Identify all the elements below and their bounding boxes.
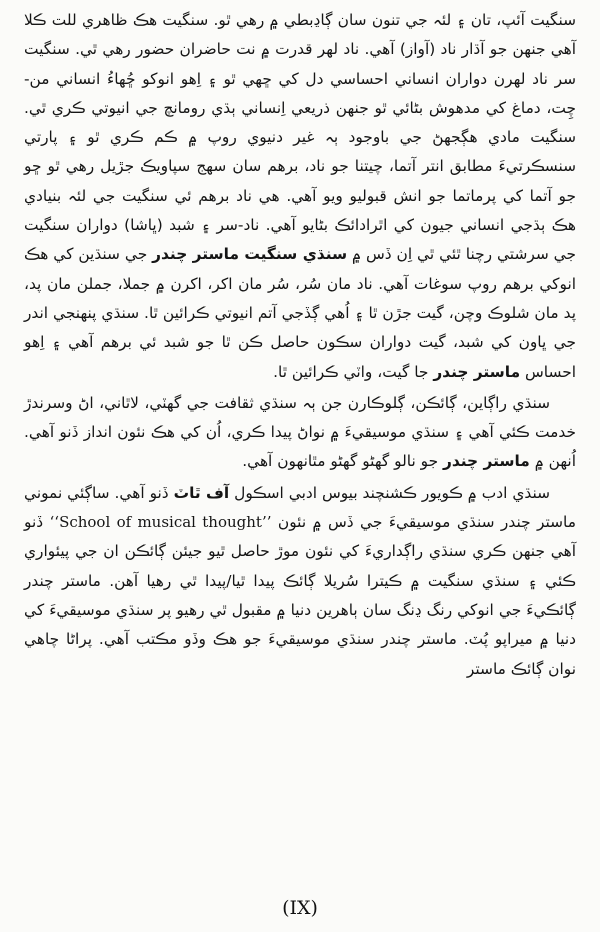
paragraph-2-bold-1: ماستر چندر (443, 452, 530, 471)
page-number: (IX) (282, 897, 318, 919)
paragraph-2 (24, 389, 576, 477)
paragraph-3-bold-1: آف ٿاٽ (173, 483, 230, 502)
paragraph-1-bold-1: سنڌي سنگيت ماستر چندر (152, 245, 348, 264)
school-of-musical-thought-text: ‘‘School of musical thought’’ (49, 513, 272, 532)
paragraph-3 (24, 479, 576, 684)
paragraph-2-text-1: سنڌي راڳاين، ڳائڪن، ڳلوڪارن جن ٻہ سنڌي ثقافت جي گهٽي، لاٿاني، اڻ وسرندڙ خدمت ڪئي آهي ۽ سنڌي موسيقيءَ ۾ نواڻ پيدا ڪري، اُن کي هڪ نئون انداز ڏنو آهي. اُنهن ۾ (24, 393, 576, 471)
body-text (24, 6, 576, 684)
paragraph-3-text-2: ڏنو آهي. ساڳئي نموني ماستر چندر سنڌي موسيقيءَ جي ڏس ۾ نئون (24, 483, 576, 532)
paragraph-2-text-2: جو نالو گهڻو گهڻو مٿانهون آهي. (242, 452, 444, 471)
paragraph-3-text-3: ڏنو آهي جنهن ڪري سنڌي راڳداريءَ کي نئون موڙ حاصل ٿيو جيئن ڳائڪن ان جي پيئواري ڪئي ۽ سنڌي سنگيت ۾ ڪيترا سُريلا ڳائڪ پيدا ٿيا/پيدا ٿي رهيا آهن. ماستر چندر ڳائڪيءَ جي انوکي رنگ ڍنگ سان ٻاهرين دنيا ۾ مقبول ٿي رهيو پر سنڌي موسيقيءَ کي دنيا ۾ ميراپو پُٽ. ماستر چندر سنڌي موسيقيءَ جو هڪ وڏو مڪتب آهي. پراڻا چاهي نوان ڳائڪ ماستر (24, 513, 576, 678)
paragraph-1-bold-2: ماستر چندر (433, 362, 521, 381)
paragraph-3-text-1: سنڌي ادب ۾ ڪويور ڪشنچند بيوس ادبي اسڪول (229, 483, 550, 502)
paragraph-1 (24, 6, 576, 387)
paragraph-1-text-3: جا گيت، واٽي ڪرائين ٿا. (273, 362, 434, 381)
paragraph-1-text-2: جي سنڌين کي هڪ انوکي برهم روپ سوغات آهي. ناد مان سُر، سُر مان اکر، اکرن ۾ جملا، جملن مان پد، پد مان شلوڪ وچن، گيت جڙن ٿا ۽ اُهي ڳڏجي آتم انيوتي ڪرائين ٿا. سنڌي پنهنجي اندر جي ڀاون کي شبد، گيت دواران سڪون حاصل ڪن ٿا جو شبد ئي برهم آهي ۽ اِهو احساس (24, 245, 576, 381)
paragraph-1-text-1: سنگيت آئپ، تان ۽ لئہ جي تنون سان ڳاڍبطي ۾ رهي ٿو. سنگيت هڪ ظاهري للت ڪلا آهي جنهن جو آڌار ناد (آواز) آهي. ناد لهر قدرت ۾ نت حاضران حضور رهي ٿي. سنگيت سر ناد لهرن دواران انساني احساسي دل کي ڇهي ٿو ۽ اِهو انوکو ڇُهاءُ انساني من-چِت، دماغ کي مدهوش بڻائي ٿو جنهن ذريعي اِنساني ٻڌي رومانچ جي انيوتي ڪري ٿي. سنگيت مادي هڳجهڻ جي باوجود ٻہ غير دنيوي روپ ۾ ڪم ڪري ٿو ۽ پارتي سنسڪرتيءَ مطابق انتر آتما، چيتنا جو ناد، برهم سان سهج سپاويڪ جڙيل رهي ٿو ڇو جو آتما کي پرماتما جو انش قبوليو ويو آهي. هي ناد برهم ئي سنگيت جي لئہ بنيادي هڪ ٻڌجي انساني جيون کي اٿرادائڪ بڻايو آهي. ناد-سر ۽ شبد (ڀاشا) دواران سنگيت جي سرشتي رچنا ٿئي ٿي اِن ڏس ۾ (24, 11, 576, 264)
